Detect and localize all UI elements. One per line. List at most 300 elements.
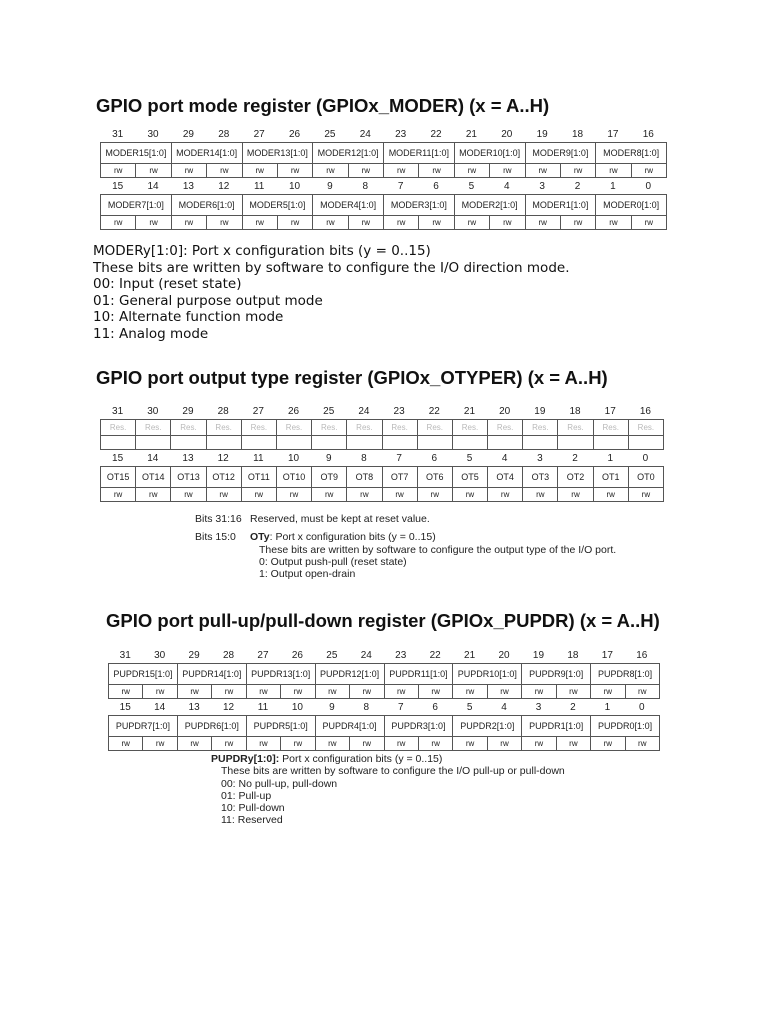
bit-number: 2 — [574, 181, 581, 192]
bit-number: 30 — [147, 129, 159, 140]
register-field: PUPDR11[1:0] — [384, 663, 454, 685]
otyper-desc-reserved — [195, 513, 616, 525]
reserved-cell: Res. — [311, 419, 347, 436]
bit-number: 14 — [147, 181, 159, 192]
access-cell: rw — [349, 684, 384, 699]
bit-number: 29 — [182, 129, 194, 140]
bit-number: 4 — [504, 181, 510, 192]
access-cell: rw — [100, 163, 136, 178]
access-cell: rw — [625, 736, 660, 751]
access-cell: rw — [418, 163, 454, 178]
reserved-cell: Res. — [276, 419, 312, 436]
blank-cell — [311, 435, 347, 450]
access-cell: rw — [280, 684, 315, 699]
bit-number: 18 — [569, 406, 581, 417]
bit-number: 15 — [119, 702, 131, 713]
bit-number: 25 — [323, 406, 335, 417]
register-field: MODER14[1:0] — [171, 142, 243, 164]
bit-number: 0 — [642, 453, 649, 464]
bits-label: Bits 15:0 — [195, 531, 236, 544]
blank-cell — [100, 435, 136, 450]
bit-number: 13 — [188, 702, 200, 713]
otyper-reserved-access-row — [100, 436, 663, 450]
bit-number: 25 — [324, 129, 336, 140]
access-cell: rw — [595, 163, 631, 178]
bit-number: 6 — [433, 181, 439, 192]
reserved-cell: Res. — [557, 419, 593, 436]
access-cell: rw — [631, 163, 667, 178]
register-field: MODER7[1:0] — [100, 194, 172, 216]
reserved-cell: Res. — [346, 419, 382, 436]
bit-number: 6 — [432, 702, 438, 713]
access-cell: rw — [454, 215, 490, 230]
access-cell: rw — [206, 163, 242, 178]
bit-number: 14 — [154, 702, 166, 713]
bit-number: 16 — [642, 129, 654, 140]
otyper-reserved-row — [100, 420, 663, 436]
register-field: MODER6[1:0] — [171, 194, 243, 216]
moder-register-table — [100, 126, 666, 230]
register-field: OT0 — [628, 466, 664, 488]
bit-number: 24 — [360, 650, 372, 661]
blank-cell — [170, 435, 206, 450]
access-cell: rw — [628, 487, 664, 502]
bit-number: 20 — [498, 650, 510, 661]
blank-cell — [276, 435, 312, 450]
pupdr-fields-high — [108, 664, 659, 685]
bit-number: 13 — [182, 453, 194, 464]
blank-cell — [452, 435, 488, 450]
access-cell: rw — [418, 684, 453, 699]
register-field: OT11 — [241, 466, 277, 488]
access-cell: rw — [246, 736, 281, 751]
moder-desc-line: 00: Input (reset state) — [93, 276, 242, 293]
blank-cell — [206, 435, 242, 450]
access-cell: rw — [277, 163, 313, 178]
register-field: PUPDR12[1:0] — [315, 663, 385, 685]
otyper-bit-numbers-high — [100, 403, 663, 420]
blank-cell — [487, 435, 523, 450]
reserved-text: Reserved, must be kept at reset value. — [250, 513, 430, 525]
bit-number: 4 — [501, 702, 507, 713]
bit-number: 13 — [182, 181, 194, 192]
access-cell: rw — [384, 684, 419, 699]
bit-number: 16 — [639, 406, 651, 417]
bit-number: 7 — [397, 181, 404, 192]
access-cell: rw — [454, 163, 490, 178]
access-cell: rw — [170, 487, 206, 502]
access-cell: rw — [525, 163, 561, 178]
access-cell: rw — [383, 215, 419, 230]
pupdr-access-high — [108, 685, 659, 699]
register-field: OT13 — [170, 466, 206, 488]
bit-number: 3 — [539, 181, 545, 192]
access-cell: rw — [171, 163, 207, 178]
access-cell: rw — [418, 215, 454, 230]
bit-number: 18 — [567, 650, 579, 661]
bit-number: 17 — [604, 406, 616, 417]
register-field: MODER15[1:0] — [100, 142, 172, 164]
bit-number: 26 — [287, 406, 300, 417]
access-cell: rw — [348, 215, 384, 230]
access-cell: rw — [241, 487, 277, 502]
access-cell: rw — [276, 487, 312, 502]
register-field: PUPDR1[1:0] — [521, 715, 591, 737]
register-field: PUPDR10[1:0] — [452, 663, 522, 685]
access-cell: rw — [452, 736, 487, 751]
bit-number: 19 — [536, 129, 548, 140]
moder-desc-line: 11: Analog mode — [93, 325, 209, 342]
access-cell: rw — [206, 215, 242, 230]
bit-number: 29 — [188, 650, 200, 661]
register-field: OT9 — [311, 466, 347, 488]
moder-title: GPIO port mode register (GPIOx_MODER) (x = A..H) — [96, 95, 550, 116]
blank-cell — [241, 435, 277, 450]
bit-number: 0 — [645, 181, 652, 192]
pupdr-access-low — [108, 737, 659, 751]
register-field: PUPDR2[1:0] — [452, 715, 522, 737]
access-cell: rw — [246, 684, 281, 699]
access-cell: rw — [556, 736, 591, 751]
access-cell: rw — [560, 215, 596, 230]
access-cell: rw — [211, 736, 246, 751]
access-cell: rw — [625, 684, 660, 699]
access-cell: rw — [242, 215, 278, 230]
access-cell: rw — [135, 487, 171, 502]
access-cell: rw — [418, 736, 453, 751]
access-cell: rw — [177, 736, 212, 751]
blank-cell — [593, 435, 629, 450]
access-cell: rw — [108, 684, 143, 699]
pupdr-bit-numbers-low — [108, 699, 659, 716]
bit-number: 30 — [147, 406, 159, 417]
pupdr-fields-low — [108, 716, 659, 737]
blank-cell — [382, 435, 418, 450]
access-cell: rw — [312, 215, 348, 230]
reserved-cell: Res. — [135, 419, 171, 436]
register-field: MODER2[1:0] — [454, 194, 526, 216]
access-cell: rw — [277, 215, 313, 230]
bit-number: 23 — [395, 650, 407, 661]
access-cell: rw — [631, 215, 667, 230]
blank-cell — [628, 435, 664, 450]
otyper-description — [195, 513, 616, 580]
bit-number: 19 — [534, 406, 546, 417]
pupdr-desc-line: These bits are written by software to configure the I/O pull-up or pull-down — [221, 765, 565, 778]
register-field: MODER12[1:0] — [312, 142, 384, 164]
access-cell: rw — [384, 736, 419, 751]
bit-number: 18 — [572, 129, 584, 140]
bit-number: 15 — [112, 181, 124, 192]
pupdr-desc-line: 01: Pull-up — [221, 789, 272, 802]
bit-number: 28 — [217, 406, 229, 417]
bit-number: 2 — [570, 702, 576, 713]
access-cell: rw — [521, 736, 556, 751]
bit-number: 15 — [112, 453, 124, 464]
otyper-register-table — [100, 403, 663, 502]
access-cell: rw — [522, 487, 558, 502]
moder-desc-line: 10: Alternate function mode — [93, 309, 284, 326]
access-cell: rw — [595, 215, 631, 230]
register-field: OT12 — [206, 466, 242, 488]
pupdr-desc-field — [211, 753, 565, 765]
register-field: PUPDR5[1:0] — [246, 715, 316, 737]
field-text: Port x configuration bits (y = 0..15) — [279, 753, 443, 765]
access-cell: rw — [108, 736, 143, 751]
reserved-cell: Res. — [100, 419, 136, 436]
bit-number: 17 — [601, 650, 613, 661]
reserved-cell: Res. — [417, 419, 453, 436]
blank-cell — [557, 435, 593, 450]
bit-number: 14 — [147, 453, 159, 464]
bit-number: 12 — [218, 181, 230, 192]
bit-number: 16 — [636, 650, 648, 661]
field-name: PUPDRy[1:0]: — [211, 753, 280, 765]
moder-desc-line: 01: General purpose output mode — [93, 292, 323, 309]
blank-cell — [522, 435, 558, 450]
bit-number: 24 — [358, 406, 370, 417]
access-cell: rw — [489, 215, 525, 230]
access-cell: rw — [315, 684, 350, 699]
register-field: OT10 — [276, 466, 312, 488]
reserved-cell: Res. — [382, 419, 418, 436]
bit-number: 20 — [501, 129, 513, 140]
register-field: PUPDR3[1:0] — [384, 715, 454, 737]
register-field: MODER0[1:0] — [595, 194, 667, 216]
pupdr-bit-numbers-high — [108, 647, 659, 664]
register-field: MODER5[1:0] — [242, 194, 314, 216]
access-cell: rw — [135, 163, 171, 178]
register-field: OT1 — [593, 466, 629, 488]
access-cell: rw — [489, 163, 525, 178]
access-cell: rw — [346, 487, 382, 502]
register-field: MODER9[1:0] — [525, 142, 597, 164]
bit-number: 11 — [253, 453, 264, 464]
access-cell: rw — [557, 487, 593, 502]
register-field: OT5 — [452, 466, 488, 488]
reserved-cell: Res. — [522, 419, 558, 436]
register-field: OT2 — [557, 466, 593, 488]
bits-label: Bits 31:16 — [195, 513, 242, 525]
field-name: OTy — [250, 531, 270, 544]
access-cell: rw — [382, 487, 418, 502]
register-field: OT3 — [522, 466, 558, 488]
access-cell: rw — [100, 215, 136, 230]
bit-number: 5 — [466, 702, 473, 713]
bit-number: 1 — [604, 702, 611, 713]
register-field: PUPDR15[1:0] — [108, 663, 178, 685]
access-cell: rw — [135, 215, 171, 230]
pupdr-desc-line: 00: No pull-up, pull-down — [221, 777, 338, 790]
register-field: OT6 — [417, 466, 453, 488]
reserved-cell: Res. — [487, 419, 523, 436]
bit-number: 25 — [326, 650, 338, 661]
bit-number: 1 — [610, 181, 616, 192]
bit-number: 21 — [463, 406, 476, 417]
access-cell: rw — [100, 487, 136, 502]
reserved-cell: Res. — [241, 419, 277, 436]
bit-number: 3 — [537, 453, 543, 464]
register-field: PUPDR9[1:0] — [521, 663, 591, 685]
register-field: PUPDR14[1:0] — [177, 663, 247, 685]
bit-number: 19 — [532, 650, 545, 661]
access-cell: rw — [556, 684, 591, 699]
bit-number: 12 — [217, 453, 229, 464]
access-cell: rw — [487, 487, 523, 502]
access-cell: rw — [177, 684, 212, 699]
access-cell: rw — [348, 163, 384, 178]
moder-bit-numbers-low — [100, 178, 666, 195]
moder-desc-line: These bits are written by software to configure the I/O direction mode. — [93, 259, 570, 276]
otyper-desc-line: 1: Output open-drain — [259, 568, 356, 581]
register-field: MODER1[1:0] — [525, 194, 597, 216]
reserved-cell: Res. — [452, 419, 488, 436]
register-field: PUPDR7[1:0] — [108, 715, 178, 737]
otyper-desc-line: 0: Output push-pull (reset state) — [259, 555, 407, 568]
bit-number: 6 — [431, 453, 438, 464]
bit-number: 27 — [253, 129, 265, 140]
access-cell: rw — [280, 736, 315, 751]
register-field: OT4 — [487, 466, 523, 488]
pupdr-desc-line: 11: Reserved — [221, 814, 283, 827]
reserved-cell: Res. — [170, 419, 206, 436]
bit-number: 11 — [257, 702, 269, 713]
register-field: OT8 — [346, 466, 382, 488]
bit-number: 4 — [501, 453, 508, 464]
bit-number: 23 — [393, 406, 405, 417]
register-field: OT15 — [100, 466, 136, 488]
moder-desc-line: MODERy[1:0]: Port x configuration bits (y = 0..15) — [93, 243, 431, 259]
bit-number: 20 — [499, 406, 511, 417]
access-cell: rw — [142, 684, 177, 699]
register-field: PUPDR13[1:0] — [246, 663, 316, 685]
bit-number: 3 — [535, 702, 542, 713]
access-cell: rw — [349, 736, 384, 751]
reserved-cell: Res. — [628, 419, 664, 436]
otyper-fields-low — [100, 467, 663, 488]
access-cell: rw — [560, 163, 596, 178]
bit-number: 28 — [218, 129, 230, 140]
access-cell: rw — [142, 736, 177, 751]
bit-number: 8 — [362, 181, 369, 192]
register-field: OT7 — [382, 466, 418, 488]
access-cell: rw — [206, 487, 242, 502]
pupdr-desc-line: 10: Pull-down — [221, 802, 285, 815]
bit-number: 21 — [465, 129, 477, 140]
bit-number: 27 — [252, 406, 264, 417]
bit-number: 22 — [430, 129, 442, 140]
bit-number: 31 — [119, 650, 131, 661]
access-cell: rw — [590, 736, 625, 751]
bit-number: 2 — [572, 453, 578, 464]
otyper-access-low — [100, 488, 663, 502]
register-field: OT14 — [135, 466, 171, 488]
access-cell: rw — [311, 487, 347, 502]
access-cell: rw — [315, 736, 350, 751]
bit-number: 11 — [253, 181, 265, 192]
access-cell: rw — [452, 684, 487, 699]
register-field: PUPDR4[1:0] — [315, 715, 385, 737]
bit-number: 7 — [396, 453, 402, 464]
bit-number: 10 — [287, 453, 300, 464]
moder-access-low — [100, 216, 666, 230]
otyper-title: GPIO port output type register (GPIOx_OTYPER) (x = A..H) — [96, 367, 608, 388]
access-cell: rw — [383, 163, 419, 178]
register-field: MODER13[1:0] — [242, 142, 314, 164]
moder-access-high — [100, 164, 666, 178]
register-field: PUPDR8[1:0] — [590, 663, 660, 685]
bit-number: 21 — [464, 650, 476, 661]
otyper-bit-numbers-low — [100, 450, 663, 467]
bit-number: 26 — [289, 129, 301, 140]
bit-number: 9 — [325, 453, 332, 464]
bit-number: 27 — [257, 650, 269, 661]
access-cell: rw — [593, 487, 629, 502]
access-cell: rw — [521, 684, 556, 699]
register-field: MODER3[1:0] — [383, 194, 455, 216]
field-text: : Port x configuration bits (y = 0..15) — [269, 531, 436, 544]
register-field: PUPDR6[1:0] — [177, 715, 247, 737]
bit-number: 26 — [291, 650, 303, 661]
access-cell: rw — [452, 487, 488, 502]
bit-number: 29 — [182, 406, 194, 417]
access-cell: rw — [312, 163, 348, 178]
bit-number: 17 — [607, 129, 619, 140]
pupdr-register-table — [108, 647, 659, 751]
otyper-desc-field — [195, 531, 616, 543]
register-field: PUPDR0[1:0] — [590, 715, 660, 737]
blank-cell — [346, 435, 382, 450]
bit-number: 12 — [222, 702, 235, 713]
moder-description — [93, 243, 569, 343]
register-field: MODER10[1:0] — [454, 142, 526, 164]
access-cell: rw — [171, 215, 207, 230]
access-cell: rw — [487, 736, 522, 751]
bit-number: 1 — [607, 453, 613, 464]
bit-number: 10 — [289, 181, 301, 192]
bit-number: 28 — [222, 650, 235, 661]
access-cell: rw — [242, 163, 278, 178]
bit-number: 8 — [363, 702, 370, 713]
register-field: MODER8[1:0] — [595, 142, 667, 164]
register-field: MODER11[1:0] — [383, 142, 455, 164]
moder-fields-low — [100, 195, 666, 216]
bit-number: 5 — [468, 181, 475, 192]
bit-number: 0 — [639, 702, 645, 713]
bit-number: 5 — [466, 453, 473, 464]
blank-cell — [135, 435, 171, 450]
moder-fields-high — [100, 143, 666, 164]
moder-bit-numbers-high — [100, 126, 666, 143]
bit-number: 31 — [112, 129, 124, 140]
access-cell: rw — [487, 684, 522, 699]
bit-number: 9 — [329, 702, 335, 713]
bit-number: 9 — [327, 181, 333, 192]
reserved-cell: Res. — [206, 419, 242, 436]
pupdr-description — [211, 753, 565, 827]
otyper-desc-line: These bits are written by software to configure the output type of the I/O port. — [259, 543, 617, 556]
bit-number: 24 — [359, 129, 371, 140]
bit-number: 30 — [154, 650, 166, 661]
reserved-cell: Res. — [593, 419, 629, 436]
access-cell: rw — [417, 487, 453, 502]
access-cell: rw — [211, 684, 246, 699]
bit-number: 8 — [361, 453, 367, 464]
bit-number: 22 — [429, 650, 441, 661]
access-cell: rw — [590, 684, 625, 699]
pupdr-title: GPIO port pull-up/pull-down register (GPIOx_PUPDR) (x = A..H) — [106, 610, 660, 631]
bit-number: 7 — [397, 702, 404, 713]
